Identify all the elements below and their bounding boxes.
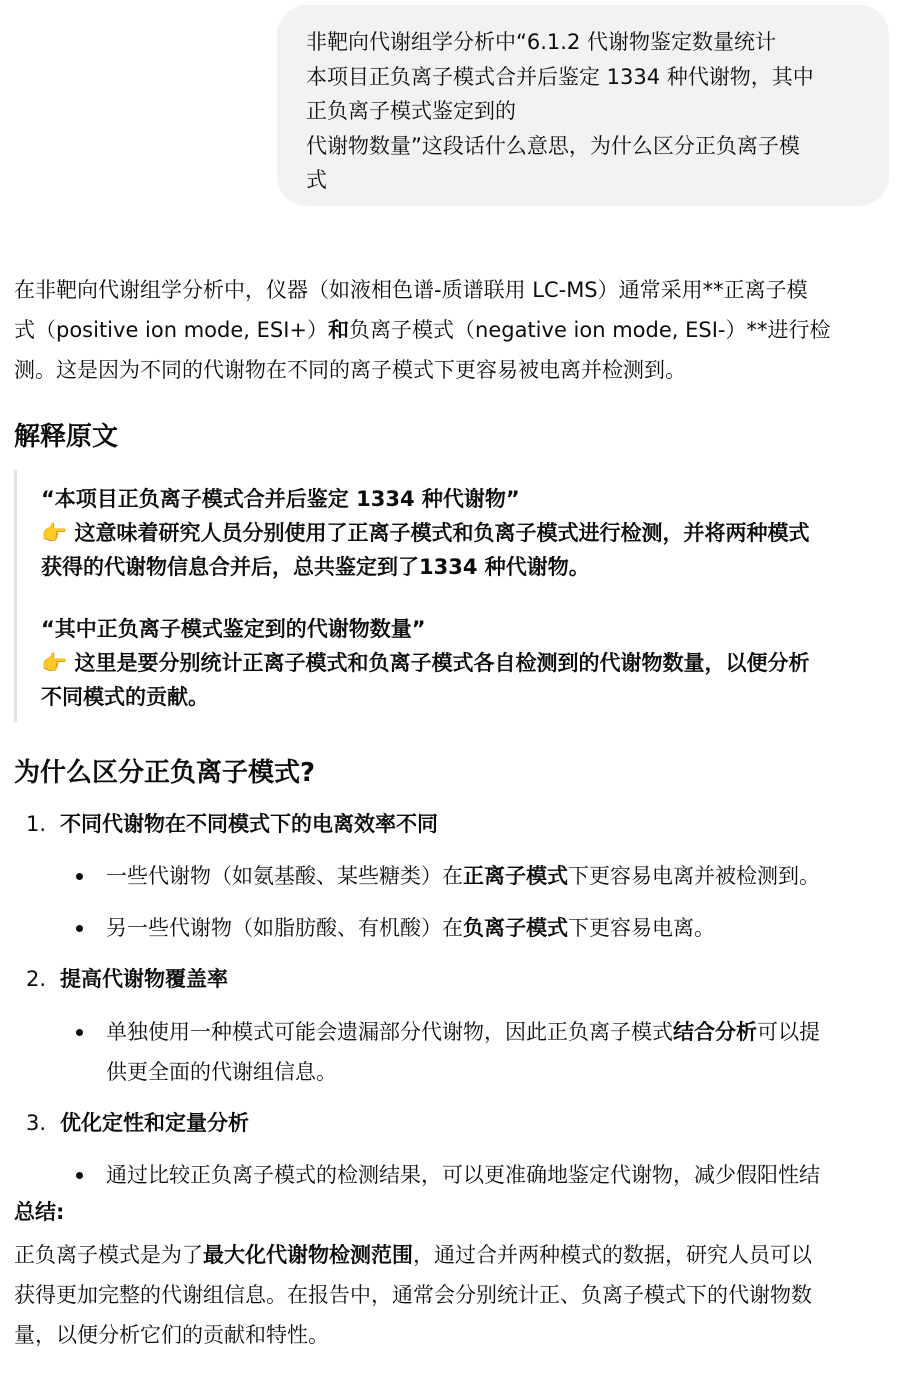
list-number: 1. <box>26 812 47 836</box>
quote-text: 这里是要分别统计正离子模式和负离子模式各自检测到的代谢物数量，以便分析 <box>74 651 810 675</box>
bullet-text <box>76 856 820 896</box>
summary-bold-text: 最大化代谢物检测范围 <box>203 1243 413 1267</box>
bullet-text-part: 可以提 <box>757 1020 820 1044</box>
bullet-bold-text: 负离子模式 <box>463 916 568 940</box>
bullet-text-part: 另一些代谢物（如脂肪酸、有机酸）在 <box>106 916 463 940</box>
bullet-text-part: 下更容易电离并被检测到。 <box>568 864 820 888</box>
summary-text: 正负离子模式是为了 <box>14 1243 203 1267</box>
bullet-bold-text: 结合分析 <box>673 1020 757 1044</box>
list-item-title: 优化定性和定量分析 <box>60 1111 249 1135</box>
summary-paragraph <box>14 1235 894 1355</box>
user-message-line: 非靶向代谢组学分析中“6.1.2 代谢物鉴定数量统计 <box>306 30 776 54</box>
bullet-text <box>76 1012 820 1052</box>
ordered-list-item <box>26 963 228 993</box>
intro-line <box>14 310 894 350</box>
quote-block-1 <box>41 482 809 584</box>
bullet-dot-icon <box>76 925 83 932</box>
heading-explain: 解释原文 <box>14 422 119 452</box>
quote-text: 这意味着研究人员分别使用了正离子模式和负离子模式进行检测，并将两种模式 <box>74 521 810 545</box>
bullet-text-part: 一些代谢物（如氨基酸、某些糖类）在 <box>106 864 463 888</box>
quote-line: 不同模式的贡献。 <box>41 685 209 709</box>
bullet-item <box>76 1155 820 1195</box>
bullet-bold-text: 正离子模式 <box>463 864 568 888</box>
user-message-line: 正负离子模式鉴定到的 <box>306 99 516 123</box>
bullet-item <box>76 908 715 948</box>
list-number: 2. <box>26 967 47 991</box>
intro-line: 测。这是因为不同的代谢物在不同的离子模式下更容易被电离并检测到。 <box>14 358 686 382</box>
summary-line: 获得更加完整的代谢组信息。在报告中，通常会分别统计正、负离子模式下的代谢物数 <box>14 1283 812 1307</box>
heading-why: 为什么区分正负离子模式? <box>14 758 316 788</box>
quote-line: 获得的代谢物信息合并后，总共鉴定到了1334 种代谢物。 <box>41 555 590 579</box>
pointer-icon: 👉 <box>41 651 68 675</box>
intro-text: 式（positive ion mode, ESI+） <box>14 318 329 342</box>
blockquote <box>14 470 894 722</box>
quote-line <box>41 646 809 680</box>
bullet-text <box>76 908 715 948</box>
quote-block-2 <box>41 612 809 714</box>
bullet-text-part: 单独使用一种模式可能会遗漏部分代谢物，因此正负离子模式 <box>106 1020 673 1044</box>
quote-title: “其中正负离子模式鉴定到的代谢物数量” <box>41 617 426 641</box>
quote-title: “本项目正负离子模式合并后鉴定 1334 种代谢物” <box>41 487 520 511</box>
pointer-icon: 👉 <box>41 521 68 545</box>
bullet-item <box>76 1012 820 1092</box>
intro-line: 在非靶向代谢组学分析中，仪器（如液相色谱-质谱联用 LC-MS）通常采用**正离子模 <box>14 278 808 302</box>
list-number: 3. <box>26 1111 47 1135</box>
ordered-list-item <box>26 1107 249 1137</box>
bullet-text-line2: 供更全面的代谢组信息。 <box>106 1060 337 1084</box>
bullet-dot-icon <box>76 1172 83 1179</box>
bullet-text-part: 下更容易电离。 <box>568 916 715 940</box>
bullet-dot-icon <box>76 873 83 880</box>
intro-bold-text: 和 <box>328 318 350 342</box>
user-message-line: 式 <box>306 168 327 192</box>
summary-line: 量，以便分析它们的贡献和特性。 <box>14 1323 329 1347</box>
bullet-text: 通过比较正负离子模式的检测结果，可以更准确地鉴定代谢物，减少假阳性结 <box>106 1163 820 1187</box>
ordered-list-item <box>26 808 438 838</box>
user-message-line: 本项目正负离子模式合并后鉴定 1334 种代谢物，其中 <box>306 64 814 89</box>
user-message-bubble <box>277 5 889 206</box>
list-item-title: 不同代谢物在不同模式下的电离效率不同 <box>60 812 438 836</box>
bullet-item <box>76 856 820 896</box>
user-message-line: 代谢物数量”这段话什么意思，为什么区分正负离子模 <box>306 133 800 158</box>
summary-text: ，通过合并两种模式的数据，研究人员可以 <box>413 1243 812 1267</box>
quote-line <box>41 516 809 550</box>
summary-title: 总结: <box>14 1200 65 1224</box>
bullet-dot-icon <box>76 1029 83 1036</box>
summary-line <box>14 1235 894 1275</box>
intro-text: 负离子模式（negative ion mode, ESI-）**进行检 <box>349 318 831 342</box>
list-item-title: 提高代谢物覆盖率 <box>60 967 228 991</box>
intro-paragraph <box>14 270 894 390</box>
